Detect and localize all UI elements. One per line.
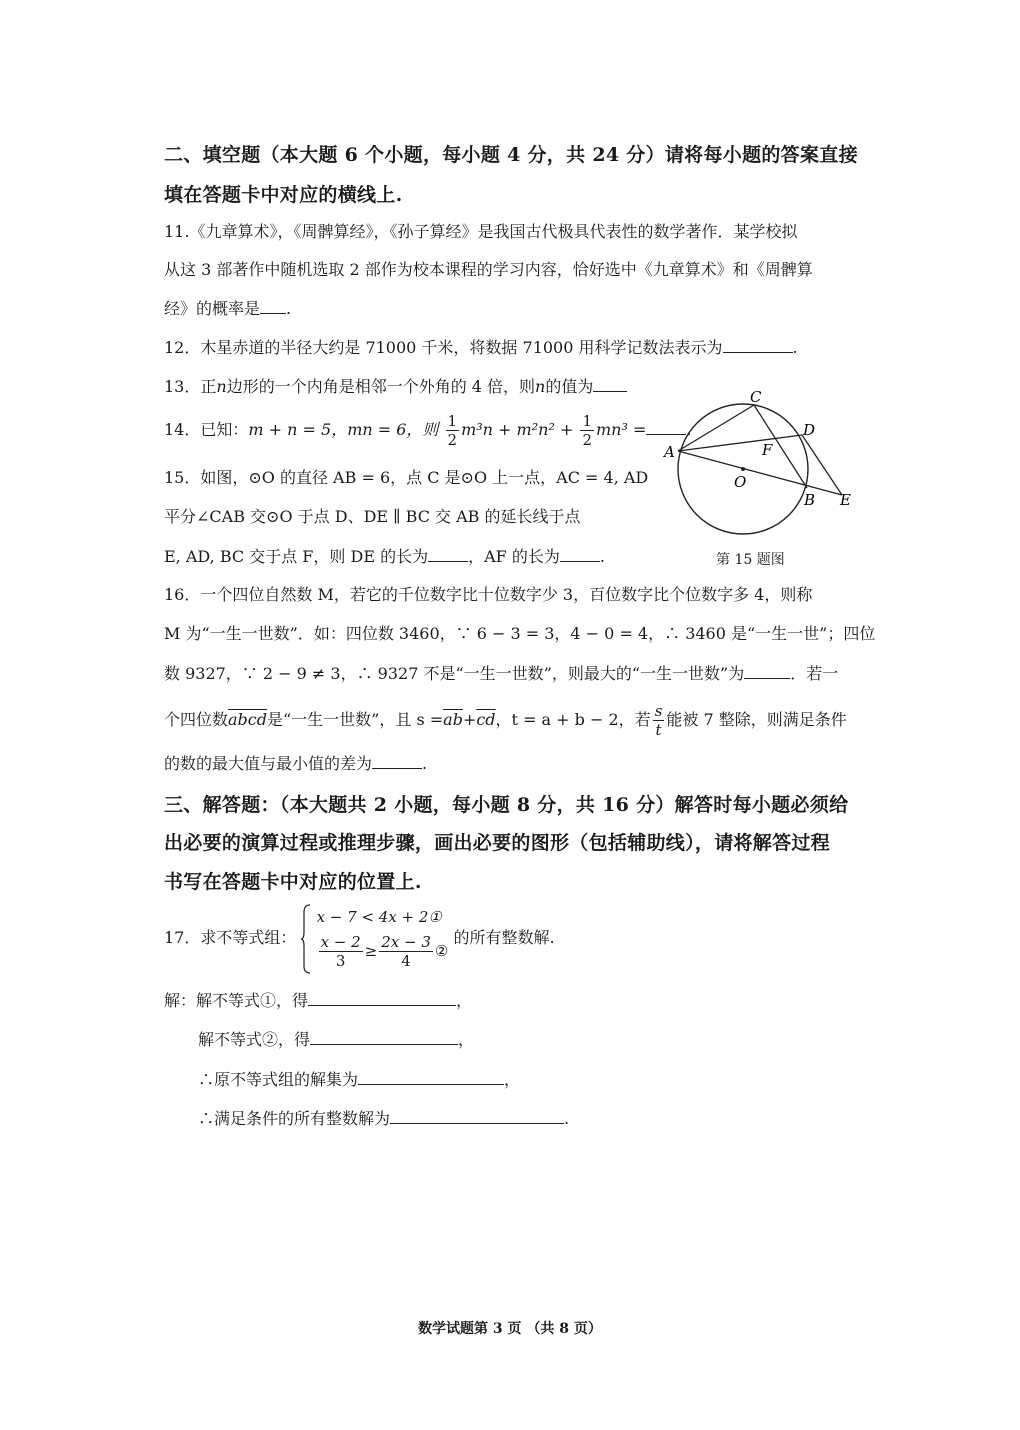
q17-system xyxy=(317,905,449,973)
solution-blank-2 xyxy=(310,1028,458,1045)
q17-suffix: 的所有整数解. xyxy=(453,928,555,947)
q11-period: . xyxy=(286,299,292,318)
q17-prefix: 17．求不等式组： xyxy=(164,928,297,947)
q16-line5 xyxy=(164,752,427,775)
q11-line3-text: 经》的概率是 xyxy=(164,299,261,318)
figure-caption: 第 15 题图 xyxy=(716,552,785,568)
q11-line3 xyxy=(164,297,291,320)
q15-answer-blank-1 xyxy=(428,545,468,562)
label-f: F xyxy=(762,441,773,459)
q13 xyxy=(164,375,627,398)
q17-frac-left-num: x − 2 xyxy=(320,933,361,951)
q14-fraction-1 xyxy=(446,412,460,449)
q17-frac-right-den: 4 xyxy=(401,952,411,970)
solution-line2-text: 解不等式②，得 xyxy=(198,1030,311,1049)
q16-line4-text-d: 能被 7 整除，则满足条件 xyxy=(666,710,847,729)
section3-heading-line1: 三、解答题：（本大题共 2 小题，每小题 8 分，共 16 分）解答时每小题必须给 xyxy=(164,794,849,816)
q16-answer-blank-1 xyxy=(744,662,790,679)
q17-relation: ≥ xyxy=(364,941,378,960)
q14-condition: m + n = 5，mn = 6，则 xyxy=(248,420,439,439)
q16-line4-text-a: 个四位数 xyxy=(164,710,229,729)
q14-frac1-den: 2 xyxy=(447,431,458,449)
q11-line2: 从这 3 部著作中随机选取 2 部作为校本课程的学习内容，恰好选中《九章算术》和《周髀算 xyxy=(164,260,813,279)
q16-line3-end: ．若一 xyxy=(790,664,839,683)
label-c: C xyxy=(750,388,762,406)
solution-line1-end: ， xyxy=(456,991,473,1010)
center-point xyxy=(741,467,745,471)
solution-line1-text: 解：解不等式①，得 xyxy=(164,991,309,1010)
q15-line3-text-b: ，AF 的长为 xyxy=(468,547,560,566)
q14-period: . xyxy=(686,420,692,439)
q17-inequality-2 xyxy=(317,929,449,973)
q13-text-a: 13．正 xyxy=(164,377,217,396)
segment-ac xyxy=(678,405,754,451)
q17 xyxy=(164,902,555,974)
q16-frac-num: s xyxy=(654,702,663,720)
solution-line2-end: ， xyxy=(458,1030,475,1049)
q11-answer-blank xyxy=(260,297,286,314)
section2-heading-line2: 填在答题卡中对应的横线上. xyxy=(164,184,403,206)
label-d: D xyxy=(803,421,816,439)
q14-frac2-num: 1 xyxy=(582,412,592,430)
section3-heading-line3: 书写在答题卡中对应的位置上. xyxy=(164,871,422,893)
q14-frac2-den: 2 xyxy=(582,431,592,449)
q12-period: . xyxy=(792,338,798,357)
q16-plus: + xyxy=(462,710,477,729)
q16-line1: 16．一个四位自然数 M，若它的千位数字比十位数字少 3，百位数字比个位数字多 4，则称 xyxy=(164,585,813,604)
solution-line3-end: ， xyxy=(504,1070,521,1089)
label-o: O xyxy=(734,473,747,491)
label-b: B xyxy=(804,491,816,509)
q14-prefix: 14．已知： xyxy=(164,420,249,439)
q16-line4-text-b: 是“一生一世数”，且 s = xyxy=(267,710,444,729)
q16-ab: $\overline{ab}$ xyxy=(443,710,463,729)
q16-line3 xyxy=(164,662,838,685)
q17-frac-right xyxy=(379,933,433,970)
q14-term2: mn³ = xyxy=(595,420,647,439)
solution-blank-3 xyxy=(358,1068,504,1085)
solution-blank-1 xyxy=(308,989,456,1006)
section2-heading-line1: 二、填空题（本大题 6 个小题，每小题 4 分，共 24 分）请将每小题的答案直接 xyxy=(164,144,858,166)
label-e: E xyxy=(840,491,851,509)
q16-answer-blank-2 xyxy=(372,752,422,769)
q12 xyxy=(164,336,798,359)
q13-text-b: 边形的一个内角是相邻一个外角的 4 倍，则 xyxy=(226,377,536,396)
q13-var-n2: n xyxy=(535,377,546,396)
q13-var-n1: n xyxy=(216,377,227,396)
q14 xyxy=(164,412,691,449)
solution-line1 xyxy=(164,989,472,1012)
q11-line1: 11.《九章算术》，《周髀算经》，《孙子算经》是我国古代极具代表性的数学著作．某学校拟 xyxy=(164,222,798,241)
solution-line3 xyxy=(198,1068,520,1091)
q16-cd: $\overline{cd}$ xyxy=(476,710,496,729)
solution-line3-text: ∴原不等式组的解集为 xyxy=(198,1070,359,1089)
solution-line4 xyxy=(198,1107,569,1130)
solution-blank-4 xyxy=(390,1107,564,1124)
q15-period: . xyxy=(599,547,605,566)
q16-frac-den: t xyxy=(655,721,662,739)
q15-answer-blank-2 xyxy=(560,545,600,562)
q15-line1: 15．如图，⊙O 的直径 AB = 6，点 C 是⊙O 上一点，AC = 4, AD xyxy=(164,468,649,487)
page-footer: 数学试题第 3 页 （共 8 页） xyxy=(418,1321,602,1337)
q16-line4 xyxy=(164,702,847,739)
q12-answer-blank xyxy=(723,336,793,353)
label-a: A xyxy=(664,443,675,461)
q15-line2: 平分∠CAB 交⊙O 于点 D、DE ∥ BC 交 AB 的延长线于点 xyxy=(164,507,581,526)
solution-line4-text: ∴满足条件的所有整数解为 xyxy=(198,1109,391,1128)
q13-answer-blank xyxy=(593,375,627,392)
q15-line3 xyxy=(164,545,605,568)
q17-frac-left xyxy=(319,933,363,970)
q14-fraction-2 xyxy=(580,412,594,449)
q16-abcd: abcd xyxy=(228,710,267,729)
q16-line2: M 为“一生一世数”．如：四位数 3460，∵ 6 − 3 = 3，4 − 0 = 4，∴ 3460 是“一生一世”；四位 xyxy=(164,624,876,643)
q17-frac-right-num: 2x − 3 xyxy=(381,933,431,951)
q16-fraction-s-t xyxy=(653,702,665,739)
q15-geometry-figure xyxy=(660,385,860,575)
q15-line3-text-a: E, AD, BC 交于点 F，则 DE 的长为 xyxy=(164,547,429,566)
q17-mark-2: ② xyxy=(434,941,449,960)
solution-line2 xyxy=(198,1028,474,1051)
segment-ad xyxy=(678,435,802,451)
solution-line4-end: . xyxy=(564,1109,570,1128)
section3-heading-line2: 出必要的演算过程或推理步骤，画出必要的图形（包括辅助线），请将解答过程 xyxy=(164,832,831,854)
q14-frac1-num: 1 xyxy=(447,412,458,430)
q16-line4-text-c: ，t = a + b − 2，若 xyxy=(495,710,651,729)
q16-line3-text: 数 9327，∵ 2 − 9 ≠ 3，∴ 9327 不是“一生一世数”，则最大的“一生一世数”为 xyxy=(164,664,745,683)
q17-left-brace xyxy=(301,904,311,974)
q17-inequality-1: x − 7 < 4x + 2① xyxy=(316,907,442,926)
q17-frac-left-den: 3 xyxy=(335,952,346,970)
q16-line5-text: 的数的最大值与最小值的差为 xyxy=(164,754,373,773)
q16-period: . xyxy=(422,754,428,773)
q14-term1: m³n + m²n² + xyxy=(461,420,574,439)
q12-text: 12．木星赤道的半径大约是 71000 千米，将数据 71000 用科学记数法表示为 xyxy=(164,338,723,357)
q13-text-c: 的值为 xyxy=(545,377,594,396)
